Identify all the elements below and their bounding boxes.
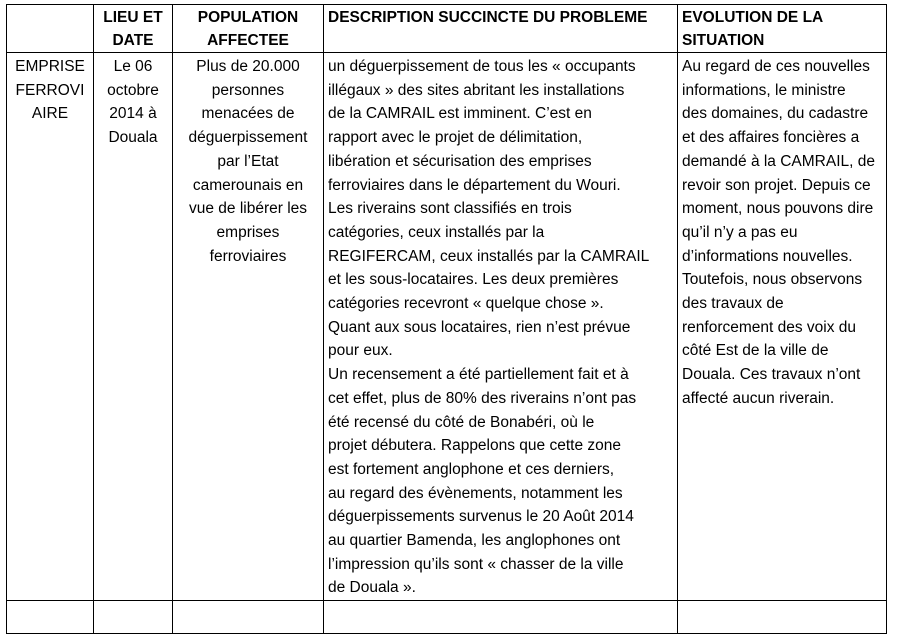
header-date-line: DATE <box>112 32 154 49</box>
evolution-line: Douala. Ces travaux n’ont <box>682 366 861 384</box>
description-line: REGIFERCAM, ceux installés par la CAMRAIL <box>328 247 650 265</box>
description-cell <box>324 53 678 601</box>
description-line: ferroviaires dans le département du Wouri. <box>328 176 621 194</box>
evolution-line: côté Est de la ville de <box>682 342 829 360</box>
population-line: menacées de <box>201 105 295 123</box>
evolution-line: informations, le ministre <box>682 81 846 99</box>
header-affectee-line: AFFECTEE <box>207 32 289 49</box>
evolution-line: affecté aucun riverain. <box>682 389 835 407</box>
evolution-line: Toutefois, nous observons <box>682 271 863 289</box>
population-line: personnes <box>211 81 285 99</box>
evolution-line: demandé à la CAMRAIL, de <box>682 152 875 170</box>
population-line: ferroviaires <box>209 247 287 265</box>
description-line: un déguerpissement de tous les « occupants <box>328 58 636 75</box>
population-cell <box>173 53 324 601</box>
description-line: Les riverains sont classifiés en trois <box>328 200 572 218</box>
description-line: rapport avec le projet de délimitation, <box>328 129 583 147</box>
evolution-line: renforcement des voix du <box>682 318 857 336</box>
description-line: pour eux. <box>328 342 393 360</box>
tail-cell <box>7 601 94 634</box>
emprise-line: AIRE <box>31 105 69 123</box>
table-row <box>7 53 887 601</box>
population-line: vue de libérer les <box>188 200 308 218</box>
description-line: catégories, ceux installés par la <box>328 223 545 241</box>
header-description-text: DESCRIPTION SUCCINCTE DU PROBLEME <box>328 9 648 26</box>
population-line: Plus de 20.000 <box>196 58 300 75</box>
description-line: Quant aux sous locataires, rien n’est prévue <box>328 318 631 336</box>
population-line: camerounais en <box>192 176 304 194</box>
description-line: libération et sécurisation des emprises <box>328 152 592 170</box>
lieu-date-cell <box>94 53 173 601</box>
tail-cell <box>324 601 678 634</box>
problems-table <box>6 4 887 634</box>
description-line: été recensé du côté de Bonabéri, où le <box>328 413 595 431</box>
tail-cell <box>94 601 173 634</box>
emprise-line: EMPRISE <box>15 58 85 75</box>
description-line: illégaux » des sites abritant les installations <box>328 81 625 99</box>
header-description <box>324 5 678 53</box>
description-line: catégories recevront « quelque chose ». <box>328 295 604 313</box>
evolution-line: des domaines, du cadastre <box>682 105 869 123</box>
header-evolution-line: EVOLUTION DE LA <box>682 9 824 26</box>
evolution-line: moment, nous pouvons dire <box>682 200 874 218</box>
header-evolution <box>678 5 887 53</box>
evolution-cell <box>678 53 887 601</box>
header-row <box>7 5 887 53</box>
lieu-date-line: Le 06 <box>113 58 153 75</box>
population-line: par l’Etat <box>217 152 279 170</box>
lieu-date-line: octobre <box>107 81 159 99</box>
header-population <box>173 5 324 53</box>
header-lieu-line: LIEU ET <box>103 9 163 26</box>
emprise-line: FERROVI <box>15 81 85 99</box>
header-lieu-date <box>94 5 173 53</box>
tail-cell <box>173 601 324 634</box>
lieu-date-line: 2014 à <box>109 105 157 123</box>
table-row-partial <box>7 601 887 634</box>
description-line: au quartier Bamenda, les anglophones ont <box>328 532 621 550</box>
header-population-line: POPULATION <box>197 9 299 26</box>
evolution-line: revoir son projet. Depuis ce <box>682 176 871 194</box>
description-line: cet effet, plus de 80% des riverains n’ont pas <box>328 389 637 407</box>
description-line: déguerpissements survenus le 20 Août 2014 <box>328 508 634 526</box>
tail-cell <box>678 601 887 634</box>
evolution-line: des travaux de <box>682 295 784 313</box>
description-line: est fortement anglophone et ces derniers, <box>328 460 615 478</box>
header-empty-cell <box>7 5 94 53</box>
population-line: déguerpissement <box>188 129 308 147</box>
description-line: au regard des évènements, notamment les <box>328 484 623 502</box>
evolution-line: qu’il n’y a pas eu <box>682 223 798 241</box>
evolution-line: d’informations nouvelles. <box>682 247 853 265</box>
evolution-line: Au regard de ces nouvelles <box>682 58 870 75</box>
evolution-line: et des affaires foncières a <box>682 129 860 147</box>
description-line: et les sous-locataires. Les deux premières <box>328 271 619 289</box>
description-line: l’impression qu’ils sont « chasser de la ville <box>328 555 624 573</box>
lieu-date-line: Douala <box>108 129 158 147</box>
description-line: de Douala ». <box>328 579 416 597</box>
population-line: emprises <box>216 223 280 241</box>
description-line: Un recensement a été partiellement fait et à <box>328 366 629 384</box>
emprise-cell <box>7 53 94 601</box>
description-line: projet débutera. Rappelons que cette zone <box>328 437 621 455</box>
header-situation-line: SITUATION <box>682 32 765 49</box>
description-line: de la CAMRAIL est imminent. C’est en <box>328 105 592 123</box>
